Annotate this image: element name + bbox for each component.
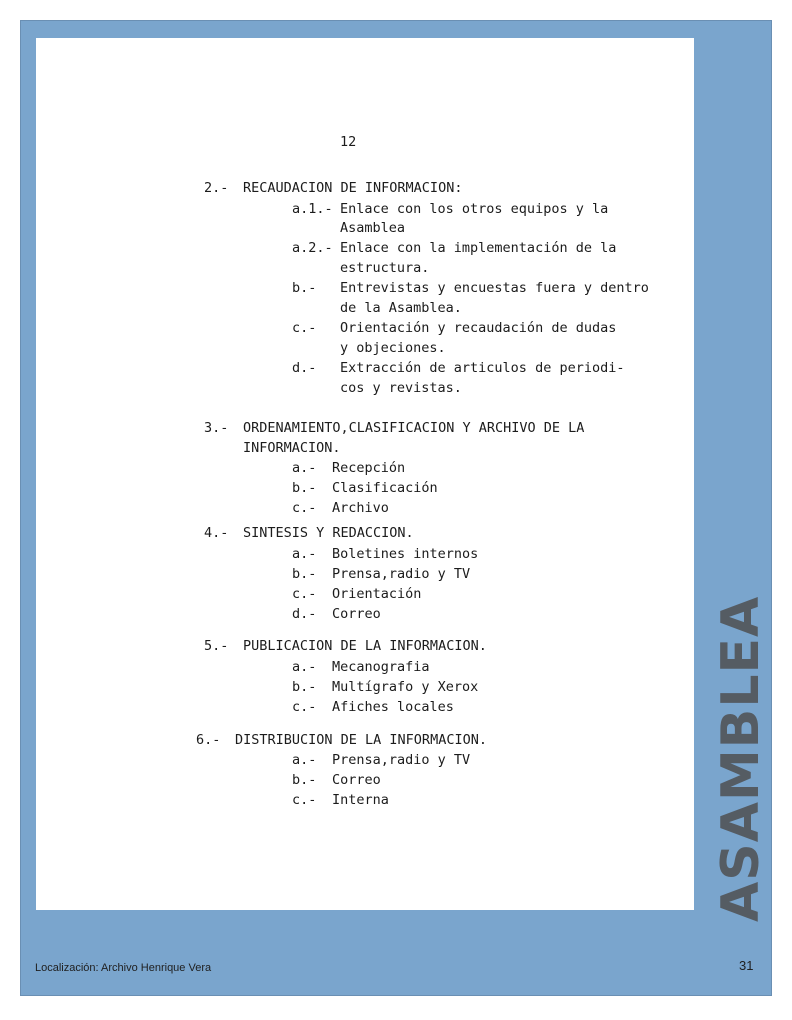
item-label: a.-: [292, 752, 317, 768]
item-text: Enlace con la implementación de la: [340, 240, 617, 256]
item-text: Prensa,radio y TV: [332, 566, 471, 582]
item-text: Correo: [332, 606, 381, 622]
item-label: b.-: [292, 772, 317, 788]
scanned-document: [36, 38, 694, 910]
item-label: c.-: [292, 699, 317, 715]
section-3-title: ORDENAMIENTO,CLASIFICACION Y ARCHIVO DE LA: [243, 420, 585, 436]
item-text: Orientación: [332, 586, 422, 602]
section-6-title: DISTRIBUCION DE LA INFORMACION.: [235, 732, 487, 748]
item-text: Afiches locales: [332, 699, 454, 715]
item-label: b.-: [292, 480, 317, 496]
item-text: Clasificación: [332, 480, 438, 496]
item-label: c.-: [292, 586, 317, 602]
item-text-cont: cos y revistas.: [340, 380, 462, 396]
item-text: Multígrafo y Xerox: [332, 679, 479, 695]
footer-page-number: 31: [739, 958, 754, 973]
section-4-title: SINTESIS Y REDACCION.: [243, 525, 414, 541]
document-page-number: 12: [340, 134, 357, 150]
section-3-title-cont: INFORMACION.: [243, 440, 341, 456]
item-label: c.-: [292, 500, 317, 516]
item-text: Mecanografia: [332, 659, 430, 675]
item-text: Entrevistas y encuestas fuera y dentro: [340, 280, 649, 296]
section-5-title: PUBLICACION DE LA INFORMACION.: [243, 638, 487, 654]
item-text: Prensa,radio y TV: [332, 752, 471, 768]
item-label: b.-: [292, 679, 317, 695]
item-label: c.-: [292, 792, 317, 808]
item-text-cont: de la Asamblea.: [340, 300, 462, 316]
item-text-cont: estructura.: [340, 260, 430, 276]
footer-location: Localización: Archivo Henrique Vera: [35, 962, 212, 974]
item-text: Recepción: [332, 460, 406, 476]
item-label: a.-: [292, 460, 317, 476]
item-label: d.-: [292, 606, 317, 622]
item-label: a.1.-: [292, 201, 333, 217]
item-text: Correo: [332, 772, 381, 788]
item-text: Archivo: [332, 500, 389, 516]
section-5-number: 5.-: [204, 638, 229, 654]
item-label: a.2.-: [292, 240, 333, 256]
section-6-number: 6.-: [196, 732, 221, 748]
item-label: d.-: [292, 360, 317, 376]
item-label: c.-: [292, 320, 317, 336]
item-text: Enlace con los otros equipos y la: [340, 201, 609, 217]
item-text: Extracción de articulos de periodi-: [340, 360, 625, 376]
item-text: Orientación y recaudación de dudas: [340, 320, 617, 336]
item-label: a.-: [292, 659, 317, 675]
item-label: b.-: [292, 280, 317, 296]
section-2-title: RECAUDACION DE INFORMACION:: [243, 180, 463, 196]
item-text-cont: y objeciones.: [340, 340, 446, 356]
section-3-number: 3.-: [204, 420, 229, 436]
item-text: Interna: [332, 792, 389, 808]
item-text: Boletines internos: [332, 546, 479, 562]
section-4-number: 4.-: [204, 525, 229, 541]
item-text-cont: Asamblea: [340, 220, 406, 236]
asamblea-side-title: ASAMBLEA: [711, 595, 771, 922]
item-label: b.-: [292, 566, 317, 582]
section-2-number: 2.-: [204, 180, 229, 196]
item-label: a.-: [292, 546, 317, 562]
